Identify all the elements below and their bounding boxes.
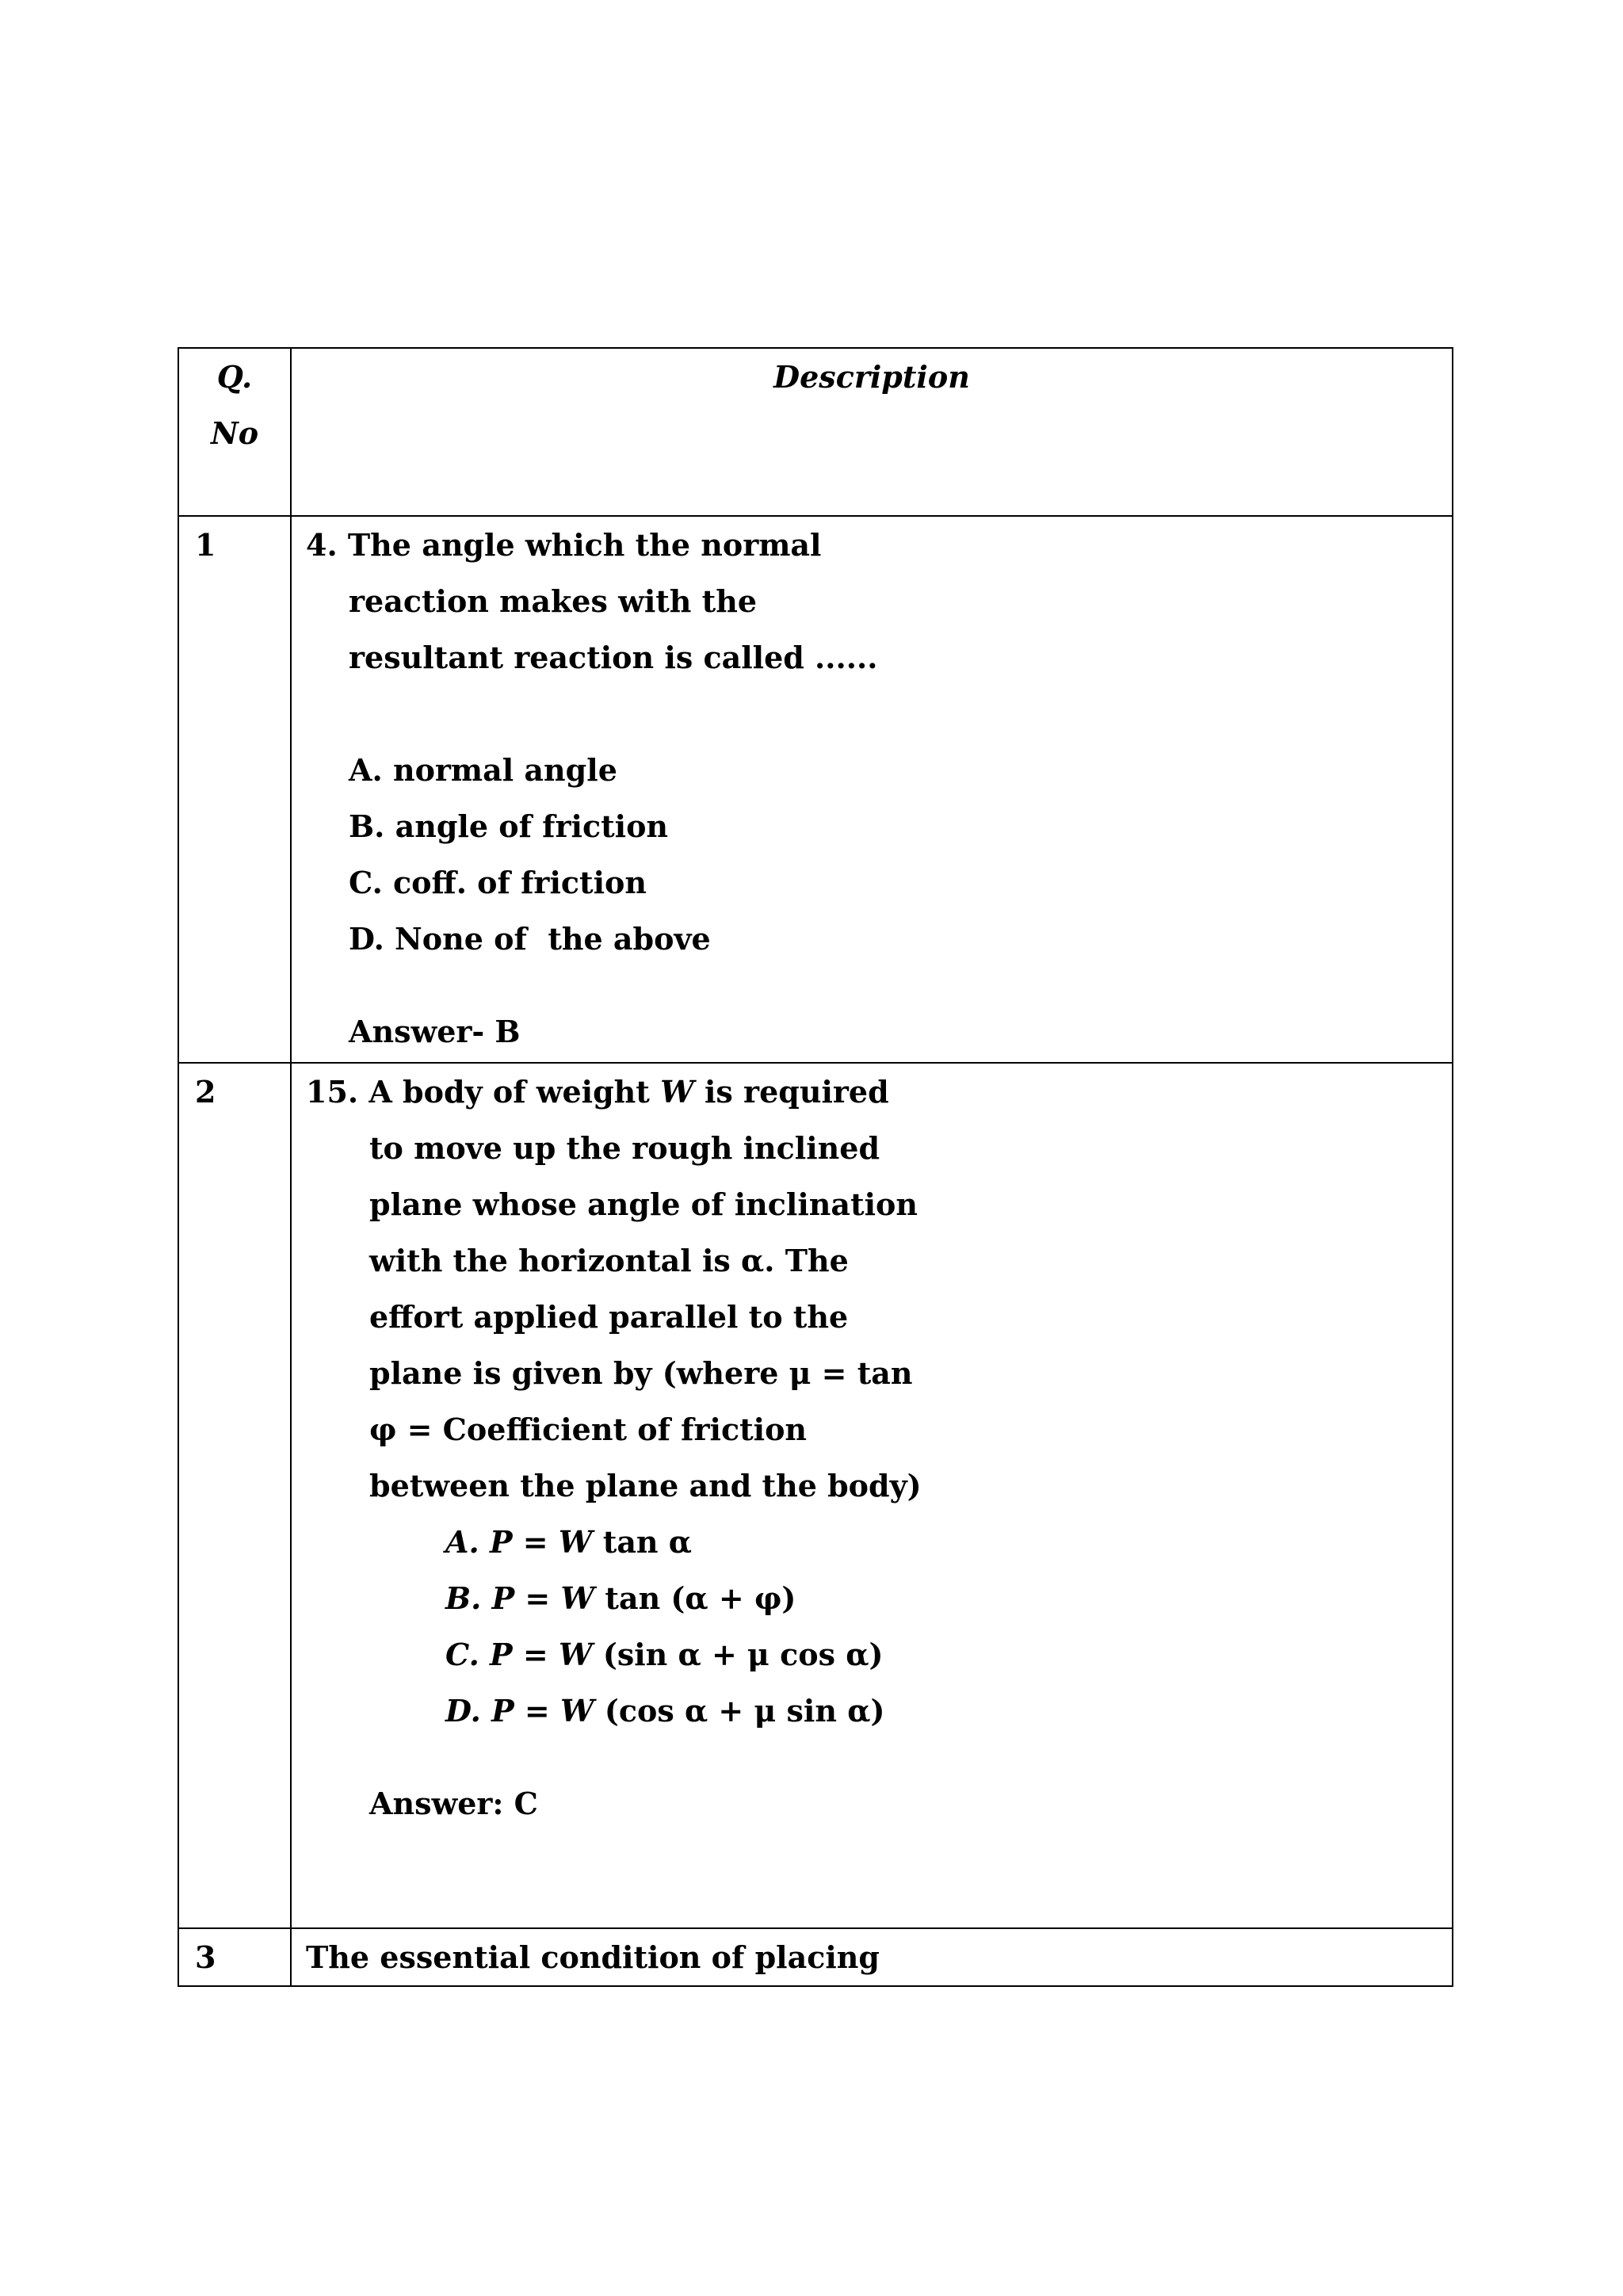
answer-text: Answer: C (369, 1786, 538, 1821)
question-text-line: plane is given by (where μ = tan (369, 1355, 913, 1391)
option-d: D. None of the above (349, 921, 711, 957)
table-row (178, 1063, 1453, 1928)
question-text-line: reaction makes with the (349, 583, 758, 619)
option-a: A. P = W tan α (445, 1524, 693, 1560)
answer-text: Answer- B (349, 1014, 521, 1049)
option-b: B. P = W tan (α + φ) (445, 1580, 796, 1616)
table-row (178, 1928, 1453, 1986)
question-text-line: to move up the rough inclined (369, 1130, 880, 1166)
option-b: B. angle of friction (349, 808, 669, 844)
qno-header (178, 348, 291, 516)
question-text-line: between the plane and the body) (369, 1468, 922, 1503)
question-text-line: plane whose angle of inclination (369, 1186, 918, 1222)
qno-header-line1: Q. (216, 359, 253, 395)
option-c: C. coff. of friction (349, 865, 647, 900)
qno-header-line2: No (210, 415, 259, 451)
description-header (291, 348, 1453, 516)
question-number: 1 (178, 516, 291, 1063)
question-number: 2 (178, 1063, 291, 1928)
question-text-line: 4. The angle which the normal (306, 527, 822, 563)
question-description (291, 1063, 1453, 1928)
option-a: A. normal angle (349, 752, 617, 788)
option-c: C. P = W (sin α + μ cos α) (445, 1637, 884, 1672)
question-description (291, 1928, 1453, 1986)
question-text-line: 15. A body of weight W is required (306, 1074, 889, 1110)
question-text-line: φ = Coefficient of friction (369, 1412, 808, 1447)
question-text-line: resultant reaction is called ...... (349, 640, 878, 675)
option-d: D. P = W (cos α + μ sin α) (445, 1693, 885, 1729)
table-row (178, 516, 1453, 1063)
question-text-line: effort applied parallel to the (369, 1299, 849, 1335)
question-description (291, 516, 1453, 1063)
table-header-row (178, 348, 1453, 516)
question-number: 3 (178, 1928, 291, 1986)
question-text-line: with the horizontal is α. The (369, 1243, 849, 1278)
description-header-label: Description (773, 359, 970, 395)
question-text-line: The essential condition of placing (306, 1939, 880, 1975)
questions-table (178, 347, 1453, 1987)
